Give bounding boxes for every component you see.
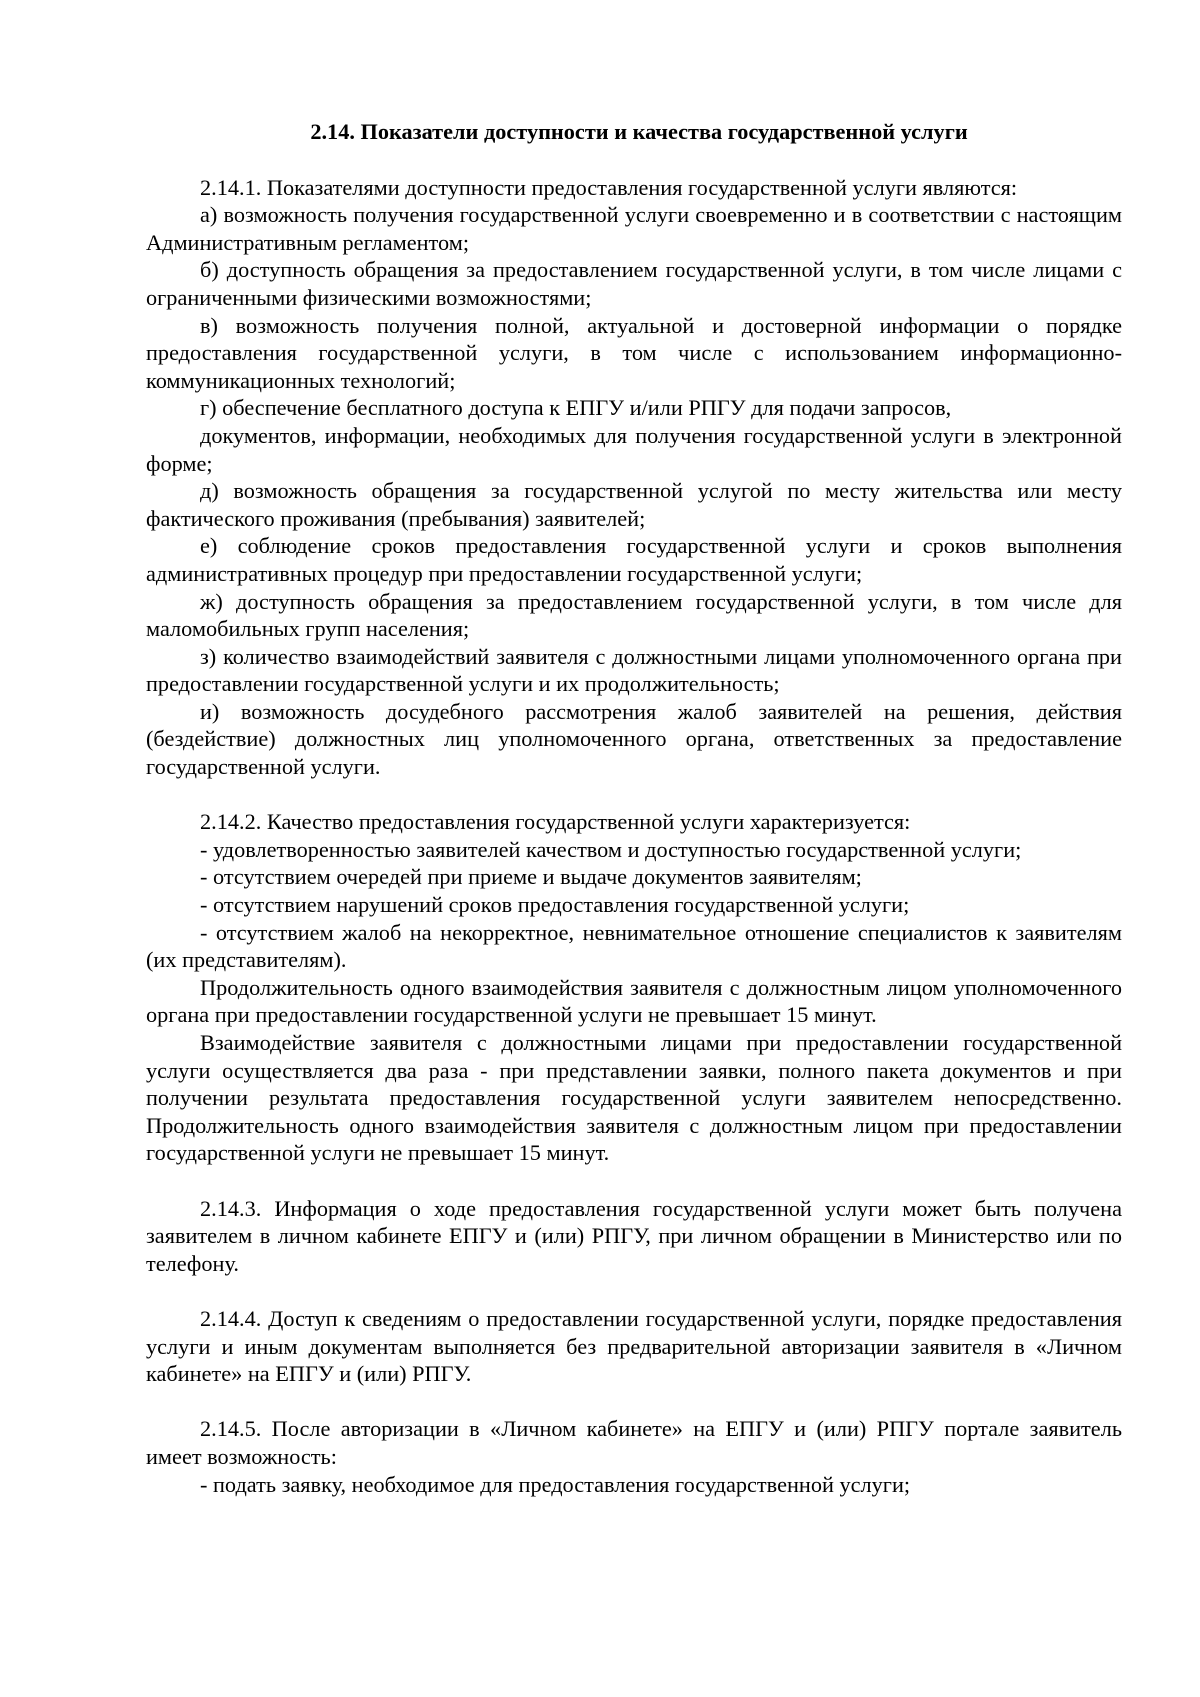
paragraph-interaction-count: Взаимодействие заявителя с должностными лицами при предоставлении государственной услуги осуществляется два раза - при представлении заявки, полного пакета документов и при получении результата предоставления государственной услуги заявителем непосредственно. Продолжительность одного взаимодействия заявителя с должностным лицом при предоставлении государственной услуги не превышает 15 минут. xyxy=(146,1030,1122,1166)
list-item-d: д) возможность обращения за государственной услугой по месту жительства или месту фактического проживания (пребывания) заявителей; xyxy=(146,478,1122,531)
list-item-i: и) возможность досудебного рассмотрения жалоб заявителей на решения, действия (бездействие) должностных лиц уполномоченного органа, ответственных за предоставление государственной услуги. xyxy=(146,698,1122,780)
list-item-zh: ж) доступность обращения за предоставлением государственной услуги, в том числе для маломобильных групп населения; xyxy=(146,588,1122,642)
paragraph-2-14-1: 2.14.1. Показателями доступности предоставления государственной услуги являются: xyxy=(200,174,1018,200)
list-item-g: г) обеспечение бесплатного доступа к ЕПГУ и/или РПГУ для подачи запросов, xyxy=(200,395,952,421)
paragraph-2-14-2: 2.14.2. Качество предоставления государственной услуги характеризуется: xyxy=(200,809,911,835)
option-item-submit-application: - подать заявку, необходимое для предоставления государственной услуги; xyxy=(200,1471,911,1497)
list-item-z: з) количество взаимодействий заявителя с должностными лицами уполномоченного органа при предоставлении государственной услуги и их продолжительность; xyxy=(146,643,1122,697)
paragraph-interaction-duration: Продолжительность одного взаимодействия заявителя с должностным лицом уполномоченного органа при предоставлении государственной услуги не превышает 15 минут. xyxy=(146,974,1122,1028)
quality-item-no-complaints: - отсутствием жалоб на некорректное, невнимательное отношение специалистов к заявителям (их представителям). xyxy=(146,919,1122,973)
list-item-v: в) возможность получения полной, актуальной и достоверной информации о порядке предоставления государственной услуги, в том числе с использованием информационно-коммуникационных технологий; xyxy=(146,312,1122,393)
list-item-e: е) соблюдение сроков предоставления государственной услуги и сроков выполнения административных процедур при предоставлении государственной услуги; xyxy=(146,533,1122,586)
quality-item-satisfaction: - удовлетворенностью заявителей качеством и доступностью государственной услуги; xyxy=(200,836,1022,862)
list-item-b: б) доступность обращения за предоставлением государственной услуги, в том числе лицами с ограниченными физическими возможностями; xyxy=(146,257,1122,310)
paragraph-2-14-3: 2.14.3. Информация о ходе предоставления государственной услуги может быть получена заявителем в личном кабинете ЕПГУ и (или) РПГУ, при личном обращении в Министерство или по телефону. xyxy=(146,1195,1122,1276)
quality-item-no-queues: - отсутствием очередей при приеме и выдаче документов заявителям; xyxy=(200,864,862,890)
quality-item-no-violations: - отсутствием нарушений сроков предоставления государственной услуги; xyxy=(200,892,910,918)
list-item-a: а) возможность получения государственной услуги своевременно и в соответствии с настоящим Административным регламентом; xyxy=(146,202,1122,255)
paragraph-2-14-4: 2.14.4. Доступ к сведениям о предоставлении государственной услуги, порядке предоставления услуги и иным документам выполняется без предварительной авторизации заявителя в «Личном кабинете» на ЕПГУ и (или) РПГУ. xyxy=(146,1305,1122,1387)
section-heading: 2.14. Показатели доступности и качества государственной услуги xyxy=(310,119,968,144)
list-item-g-continued: документов, информации, необходимых для получения государственной услуги в электронной форме; xyxy=(146,422,1122,476)
paragraph-2-14-5: 2.14.5. После авторизации в «Личном кабинете» на ЕПГУ и (или) РПГУ портале заявитель имеет возможность: xyxy=(146,1416,1122,1469)
document-page xyxy=(146,118,1122,1498)
